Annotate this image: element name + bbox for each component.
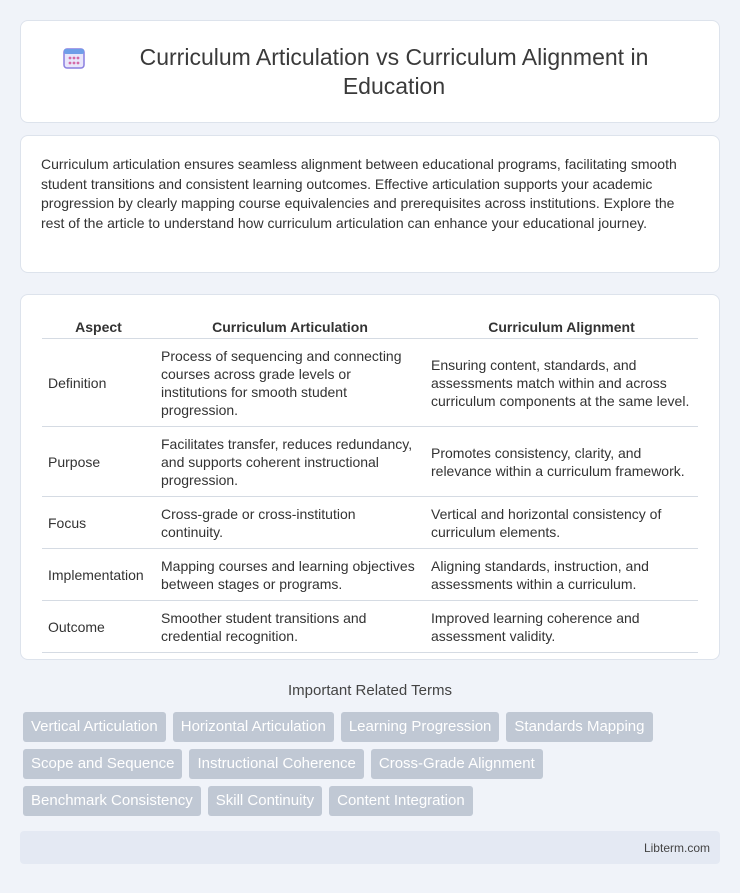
articulation-cell: Process of sequencing and connecting courses across grade levels or institutions for smooth student progression. xyxy=(155,339,425,427)
articulation-cell: Smoother student transitions and credential recognition. xyxy=(155,601,425,653)
aspect-cell: Definition xyxy=(42,339,155,427)
footer-brand-link[interactable]: Libterm.com xyxy=(643,840,710,855)
related-term-tag[interactable]: Learning Progression xyxy=(341,712,500,742)
table-row xyxy=(42,549,698,601)
table-row xyxy=(42,427,698,497)
footer xyxy=(20,831,720,864)
aspect-cell: Outcome xyxy=(42,601,155,653)
related-term-tag[interactable]: Skill Continuity xyxy=(208,786,322,816)
table-row xyxy=(42,601,698,653)
intro-paragraph: Curriculum articulation ensures seamless alignment between educational programs, facilitating smooth student transitions and consistent learning outcomes. Effective articulation supports your academic progression by clearly mapping course equivalencies and prerequisites across institutions. Explore the rest of the article to understand how curriculum articulation can enhance your educational journey. xyxy=(41,156,677,231)
related-term-tag[interactable]: Vertical Articulation xyxy=(23,712,166,742)
table-header-row xyxy=(42,315,698,339)
title-row xyxy=(61,43,679,101)
alignment-cell: Vertical and horizontal consistency of curriculum elements. xyxy=(425,497,698,549)
column-header-alignment: Curriculum Alignment xyxy=(425,315,698,339)
related-term-tag[interactable]: Benchmark Consistency xyxy=(23,786,201,816)
alignment-cell: Improved learning coherence and assessment validity. xyxy=(425,601,698,653)
calendar-icon xyxy=(61,45,87,71)
title-card xyxy=(20,20,720,123)
articulation-cell: Cross-grade or cross-institution continuity. xyxy=(155,497,425,549)
alignment-cell: Promotes consistency, clarity, and relevance within a curriculum framework. xyxy=(425,427,698,497)
related-term-tag[interactable]: Cross-Grade Alignment xyxy=(371,749,543,779)
intro-card xyxy=(20,135,720,273)
comparison-card xyxy=(20,294,720,660)
alignment-cell: Ensuring content, standards, and assessments match within and across curriculum components at the same level. xyxy=(425,339,698,427)
aspect-cell: Implementation xyxy=(42,549,155,601)
aspect-cell: Focus xyxy=(42,497,155,549)
articulation-cell: Facilitates transfer, reduces redundancy, and supports coherent instructional progression. xyxy=(155,427,425,497)
related-term-tag[interactable]: Horizontal Articulation xyxy=(173,712,334,742)
related-term-tag[interactable]: Content Integration xyxy=(329,786,473,816)
comparison-table xyxy=(42,315,698,653)
related-terms-heading: Important Related Terms xyxy=(288,682,452,699)
alignment-cell: Aligning standards, instruction, and assessments within a curriculum. xyxy=(425,549,698,601)
table-row xyxy=(42,339,698,427)
column-header-aspect: Aspect xyxy=(42,315,155,339)
related-term-tag[interactable]: Standards Mapping xyxy=(506,712,652,742)
related-term-tag[interactable]: Instructional Coherence xyxy=(189,749,363,779)
column-header-articulation: Curriculum Articulation xyxy=(155,315,425,339)
related-terms-list xyxy=(20,712,720,823)
related-term-tag[interactable]: Scope and Sequence xyxy=(23,749,182,779)
aspect-cell: Purpose xyxy=(42,427,155,497)
table-row xyxy=(42,497,698,549)
page-title: Curriculum Articulation vs Curriculum Alignment in Education xyxy=(139,43,649,99)
articulation-cell: Mapping courses and learning objectives between stages or programs. xyxy=(155,549,425,601)
